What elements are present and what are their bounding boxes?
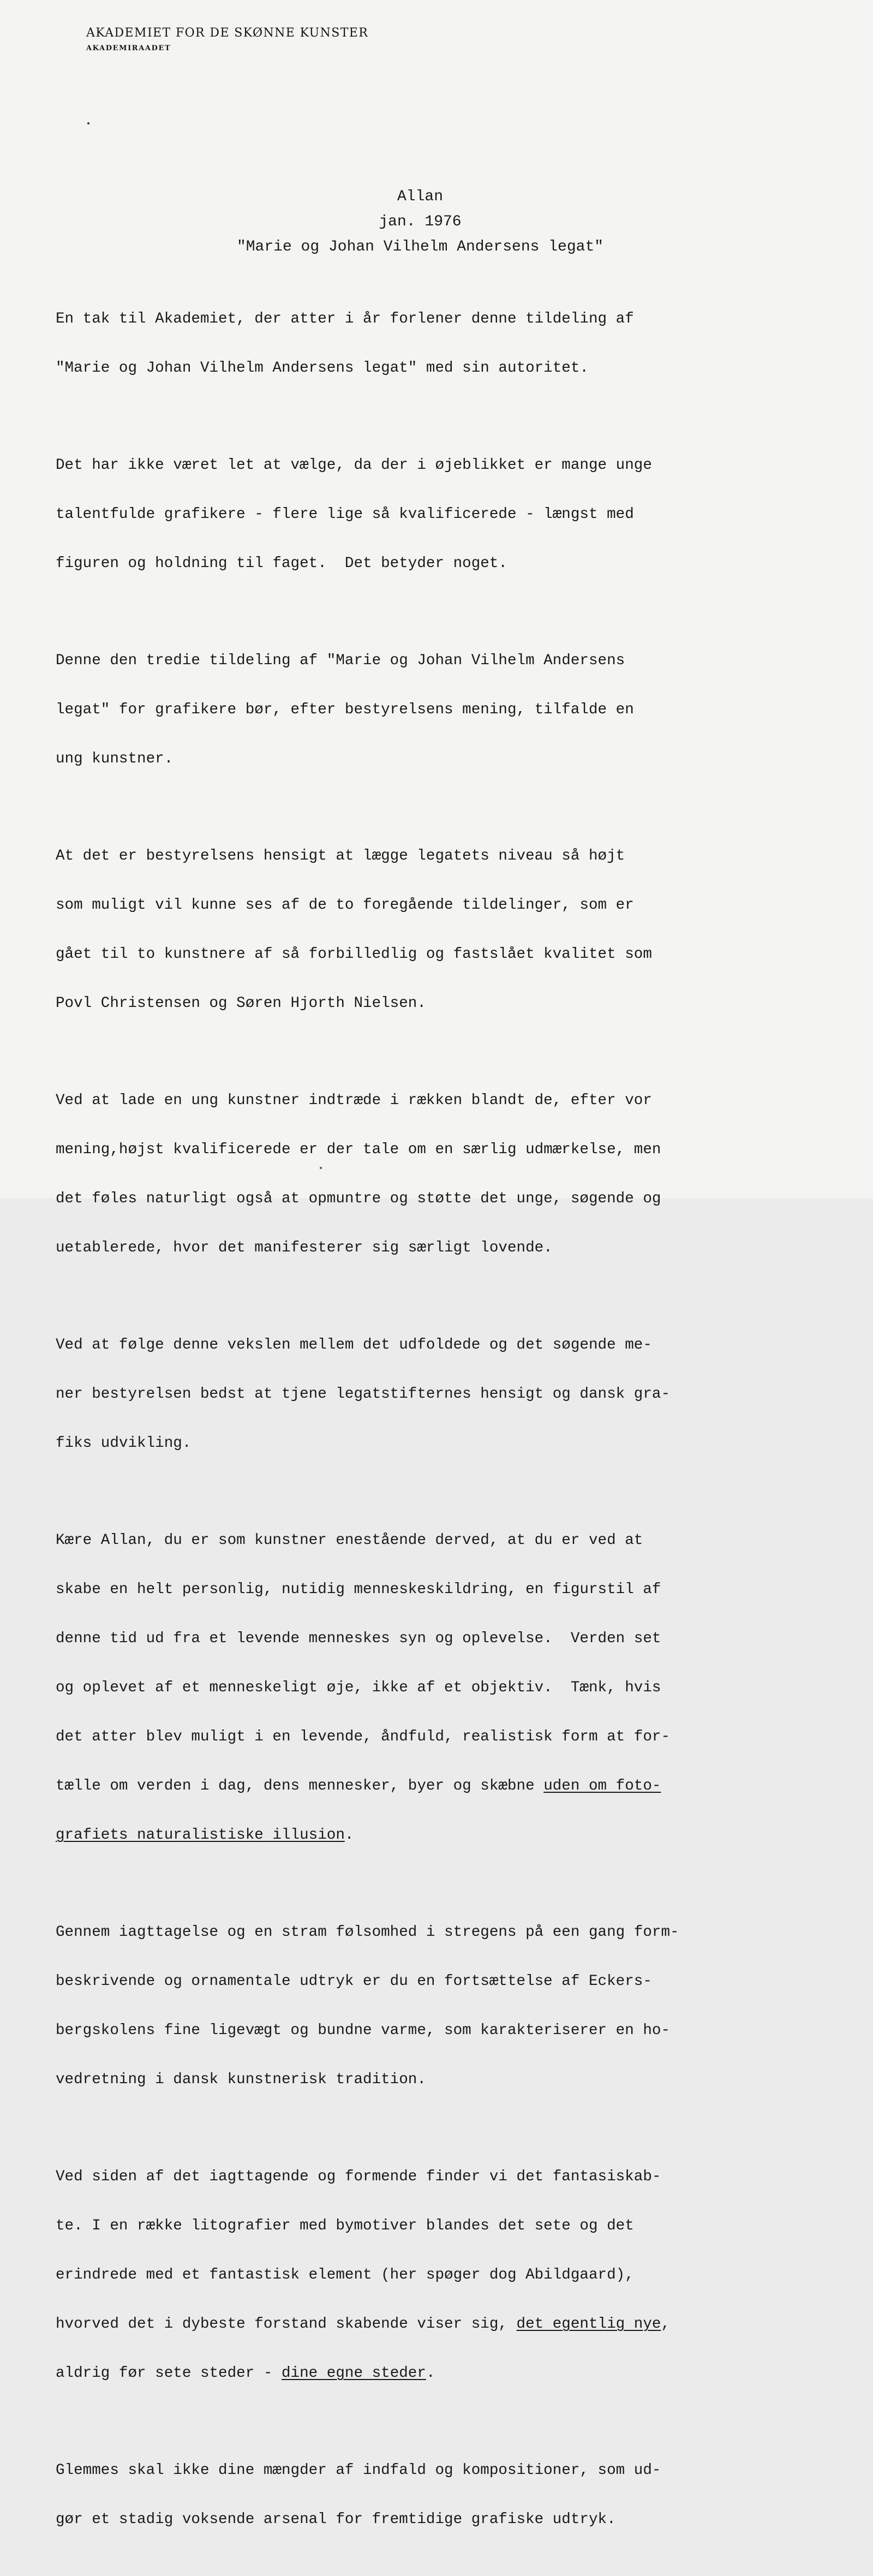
ink-dot xyxy=(87,122,89,124)
paragraph xyxy=(56,1060,787,1289)
text-line: gået til to kunstnere af så forbilledlig og fastslået kvalitet som xyxy=(56,946,652,963)
text-segment: tælle om verden i dag, dens mennesker, byer og skæbne xyxy=(56,1778,544,1794)
text-line: Glemmes skal ikke dine mængder af indfald og kompositioner, som ud- xyxy=(56,2462,661,2479)
letter-body xyxy=(56,278,787,2576)
text-line: som muligt vil kunne ses af de to foregående tildelinger, som er xyxy=(56,897,634,914)
text-line: Povl Christensen og Søren Hjorth Nielsen. xyxy=(56,995,426,1012)
underlined-text: uden om foto- xyxy=(543,1778,661,1794)
text-line xyxy=(56,2365,787,2382)
paragraph xyxy=(56,815,787,1045)
text-line: figuren og holdning til faget. Det betyder noget. xyxy=(56,555,507,572)
text-line: fiks udvikling. xyxy=(56,1435,192,1452)
text-line: mening,højst kvalificerede er der tale om en særlig udmærkelse, men xyxy=(56,1141,661,1158)
text-line: En tak til Akademiet, der atter i år forlener denne tildeling af xyxy=(56,311,634,327)
text-line: vedretning i dansk kunstnerisk tradition. xyxy=(56,2071,426,2088)
underlined-text: dine egne steder xyxy=(281,2365,426,2382)
ink-dot xyxy=(320,1167,322,1169)
recipient-name: Allan xyxy=(397,188,443,205)
letter-header xyxy=(0,184,840,260)
text-line: te. I en række litografier med bymotiver blandes det sete og det xyxy=(56,2217,634,2234)
text-line xyxy=(56,1827,787,1844)
paragraph xyxy=(56,2136,787,2414)
text-segment: . xyxy=(344,1827,354,1844)
text-line: og oplevet af et menneskeligt øje, ikke af et objektiv. Tænk, hvis xyxy=(56,1679,661,1696)
text-line: At det er bestyrelsens hensigt at lægge legatets niveau så højt xyxy=(56,848,625,864)
letter-date: jan. 1976 xyxy=(379,213,462,230)
text-segment: . xyxy=(426,2365,435,2382)
text-segment: hvorved det i dybeste forstand skabende viser sig, xyxy=(56,2316,517,2333)
text-line: Kære Allan, du er som kunstner enestående derved, at du er ved at xyxy=(56,1532,643,1549)
underlined-text: grafiets naturalistiske illusion xyxy=(56,1827,345,1844)
paragraph xyxy=(56,2430,787,2561)
text-line: "Marie og Johan Vilhelm Andersens legat" med sin autoritet. xyxy=(56,360,589,377)
text-line: gør et stadig voksende arsenal for fremtidige grafiske udtryk. xyxy=(56,2511,616,2528)
department-name: AKADEMIRAADET xyxy=(86,44,171,52)
underlined-text: det egentlig nye xyxy=(516,2316,661,2333)
text-line: Ved at lade en ung kunstner indtræde i rækken blandt de, efter vor xyxy=(56,1092,652,1109)
text-segment: , xyxy=(661,2316,671,2333)
text-line: ner bestyrelsen bedst at tjene legatstifternes hensigt og dansk gra- xyxy=(56,1386,671,1403)
text-line: det atter blev muligt i en levende, åndfuld, realistisk form at for- xyxy=(56,1728,671,1745)
paragraph xyxy=(56,1892,787,2121)
text-line: Ved siden af det iagttagende og formende finder vi det fantasiskab- xyxy=(56,2168,661,2185)
paragraph xyxy=(56,620,787,800)
text-line: det føles naturligt også at opmuntre og støtte det unge, søgende og xyxy=(56,1190,661,1207)
grant-title: "Marie og Johan Vilhelm Andersens legat" xyxy=(236,238,604,255)
paragraph xyxy=(56,1304,787,1484)
paragraph xyxy=(56,1500,787,1876)
paragraph xyxy=(56,425,787,605)
text-segment: aldrig før sete steder - xyxy=(56,2365,282,2382)
text-line: Gennem iagttagelse og en stram følsomhed i stregens på een gang form- xyxy=(56,1924,679,1941)
text-line: bergskolens fine ligevægt og bundne varme, som karakteriserer en ho- xyxy=(56,2022,671,2039)
text-line: Denne den tredie tildeling af "Marie og Johan Vilhelm Andersens xyxy=(56,652,625,669)
text-line: legat" for grafikere bør, efter bestyrelsens mening, tilfalde en xyxy=(56,701,634,718)
organization-name: AKADEMIET FOR DE SKØNNE KUNSTER xyxy=(86,26,369,40)
text-line xyxy=(56,1778,787,1794)
text-line xyxy=(56,2316,787,2333)
text-line: Det har ikke været let at vælge, da der i øjeblikket er mange unge xyxy=(56,457,652,474)
letterhead xyxy=(86,26,368,52)
text-line: Ved at følge denne vekslen mellem det udfoldede og det søgende me- xyxy=(56,1337,652,1353)
text-line: ung kunstner. xyxy=(56,750,174,767)
paragraph xyxy=(56,278,787,409)
text-line: skabe en helt personlig, nutidig menneskeskildring, en figurstil af xyxy=(56,1581,661,1598)
text-line: talentfulde grafikere - flere lige så kvalificerede - længst med xyxy=(56,506,634,523)
text-line: denne tid ud fra et levende menneskes syn og oplevelse. Verden set xyxy=(56,1630,661,1647)
text-line: uetablerede, hvor det manifesterer sig særligt lovende. xyxy=(56,1239,553,1256)
text-line: erindrede med et fantastisk element (her spøger dog Abildgaard), xyxy=(56,2267,634,2283)
text-line: beskrivende og ornamentale udtryk er du en fortsættelse af Eckers- xyxy=(56,1973,652,1990)
